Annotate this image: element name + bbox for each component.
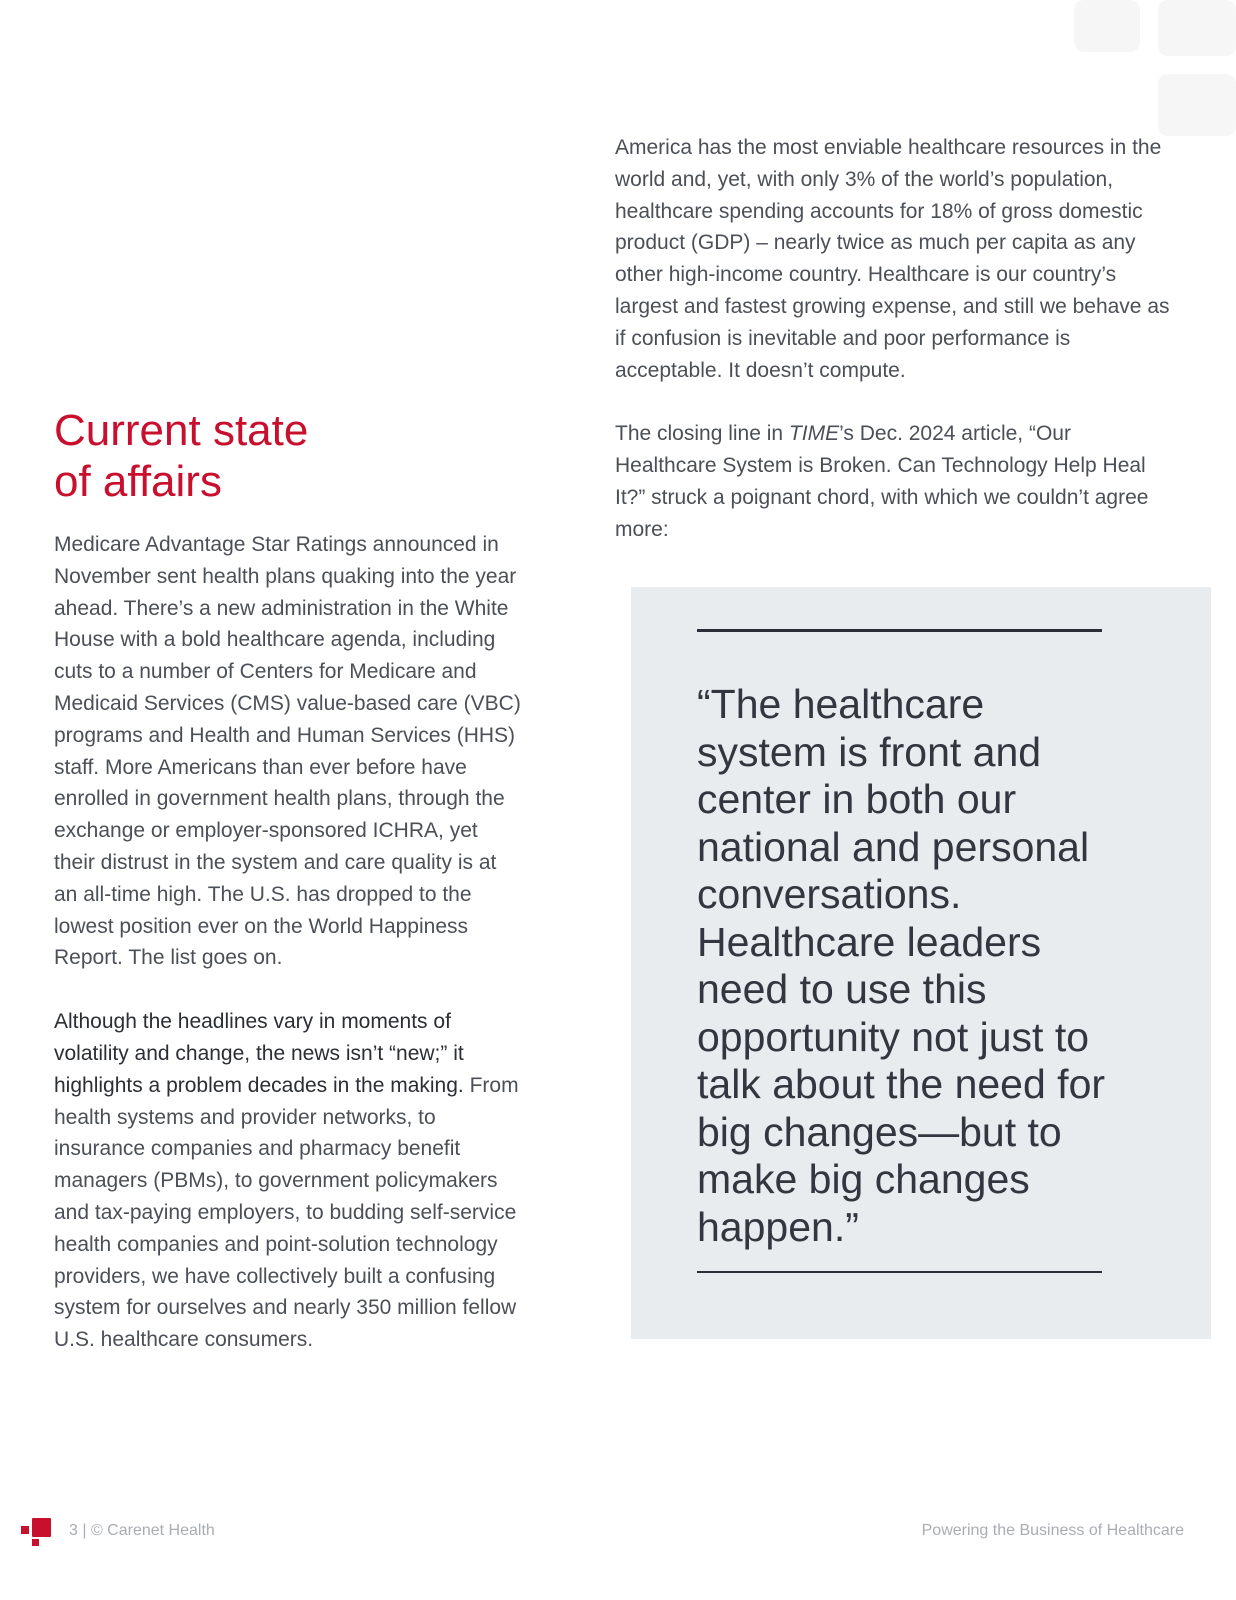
current-state-paragraph: Medicare Advantage Star Ratings announced in November sent health plans quaking into the year ahead. There’s a new administration in the White House with a bold healthcare agenda, including cuts to a number of Centers for Medicare and Medicaid Services (CMS) value-based care (VBC) programs and Health and Human Services (HHS) staff. More Americans than ever before have enrolled in government health plans, through the exchange or employer-sponsored ICHRA, yet their distrust in the system and care quality is at an all-time high. The U.S. has dropped to the lowest position ever on the World Happiness Report. The list goes on. (54, 533, 521, 970)
carenet-logo-icon (20, 1515, 54, 1549)
right-column (615, 132, 1175, 546)
section-heading (54, 405, 524, 507)
problem-continuation: From health systems and provider networks, to insurance companies and pharmacy benefit managers (PBMs), to government policymakers and tax-paying employers, to budding self-service health companies and point-solution technology providers, we have collectively built a confusing system for ourselves and nearly 350 million fellow U.S. healthcare consumers. (54, 1073, 519, 1352)
decorative-square (1158, 0, 1236, 56)
left-column (54, 405, 524, 1356)
quote-top-divider (697, 629, 1102, 632)
decorative-square (1074, 0, 1140, 52)
time-article-paragraph (615, 418, 1175, 545)
problem-lead-sentence: Although the headlines vary in moments of volatility and change, the news isn’t “new;” it highlights a problem decades in the making. (54, 1010, 464, 1097)
heading-line-2: of affairs (54, 457, 222, 506)
intro-paragraph: America has the most enviable healthcare resources in the world and, yet, with only 3% of the world’s population, healthcare spending accounts for 18% of gross domestic product (GDP) – nearly twice as much per capita as any other high-income country. Healthcare is our country’s largest and fastest growing expense, and still we behave as if confusion is inevitable and poor performance is acceptable. It doesn’t compute. (615, 136, 1170, 382)
decorative-square (1158, 74, 1236, 136)
footer-page-number: 3 | © Carenet Health (69, 1522, 215, 1539)
heading-line-1: Current state (54, 406, 309, 455)
time-paragraph-start: The closing line in (615, 422, 789, 446)
time-paragraph-end: ’s Dec. 2024 article, “Our Healthcare System is Broken. Can Technology Help Heal It?” struck a poignant chord, with which we couldn’t agree more: (615, 422, 1149, 541)
pull-quote-box (631, 587, 1211, 1339)
pull-quote-text: “The healthcare system is front and center in both our national and personal conversations. Healthcare leaders need to use this opportunity not just to talk about the need for big changes—but to make big changes happen.” (697, 681, 1106, 1250)
time-magazine-title: TIME (788, 422, 840, 446)
quote-bottom-divider (697, 1271, 1102, 1273)
footer-tagline: Powering the Business of Healthcare (921, 1522, 1184, 1539)
problem-paragraph (54, 1006, 524, 1356)
